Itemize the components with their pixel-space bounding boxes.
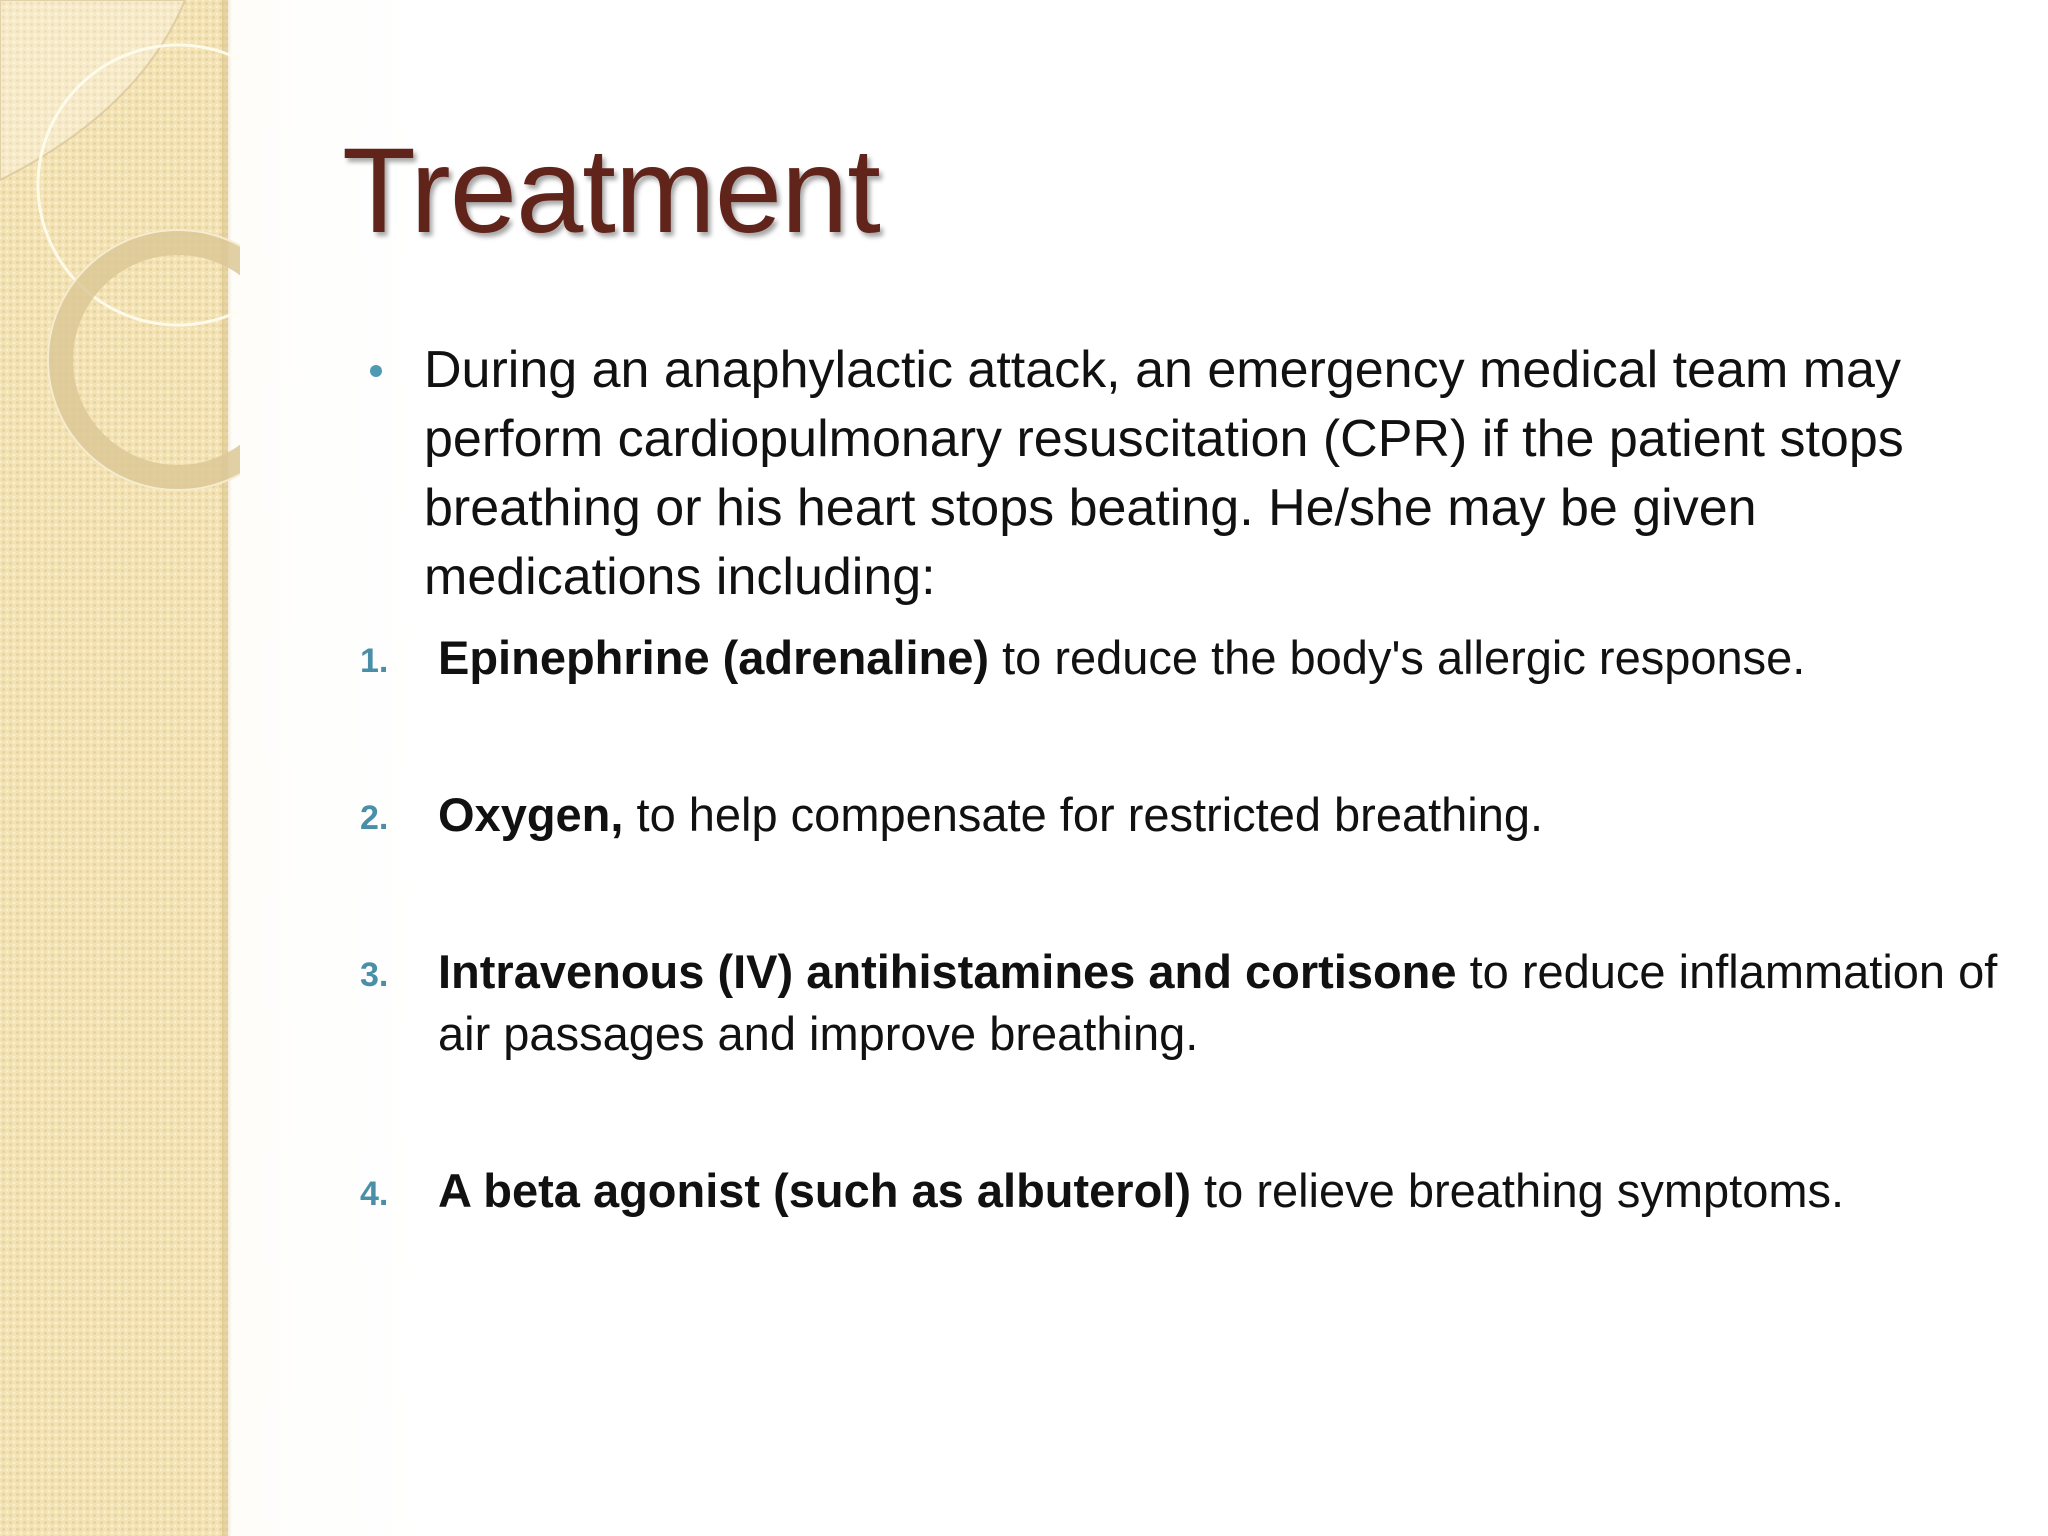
list-item (438, 784, 1998, 846)
list-number: 4. (360, 1175, 389, 1213)
item-description: to help compensate for restricted breathing. (623, 788, 1544, 841)
list-number: 1. (360, 642, 389, 680)
list-item (438, 1160, 1998, 1222)
item-drug-name: Intravenous (IV) antihistamines and cortisone (438, 945, 1457, 998)
item-drug-name: Oxygen, (438, 788, 624, 841)
item-description: to reduce the body's allergic response. (989, 631, 1806, 684)
list-item (438, 941, 1998, 1065)
item-drug-name: Epinephrine (adrenaline) (438, 631, 990, 684)
decorative-rings (0, 0, 240, 520)
list-number: 2. (360, 799, 389, 837)
small-ring (60, 242, 240, 478)
small-ring-highlight (48, 230, 240, 490)
corner-panel (0, 0, 185, 180)
list-item (438, 627, 1998, 689)
intro-paragraph: During an anaphylactic attack, an emergency medical team may perform cardiopulmonary resuscitation (CPR) if the patient stops breathing or his heart stops beating. He/she may be given medications including: (424, 341, 1904, 606)
item-drug-name: A beta agonist (such as albuterol) (438, 1164, 1191, 1217)
item-description: to reduce inflammation of air passages and improve breathing. (438, 945, 1998, 1060)
bullet-dot-icon (370, 365, 382, 377)
item-description: to relieve breathing symptoms. (1191, 1164, 1845, 1217)
slide-title: Treatment (342, 122, 880, 258)
list-number: 3. (360, 956, 389, 994)
